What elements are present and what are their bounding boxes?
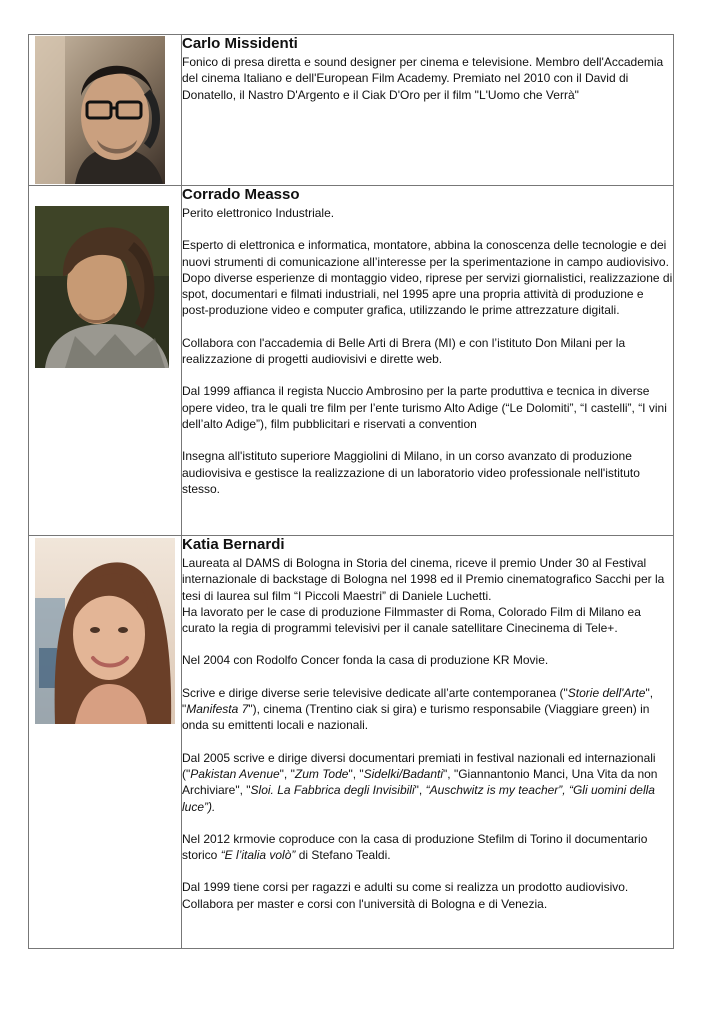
bio-paragraph: Ha lavorato per le case di produzione Filmmaster di Roma, Colorado Film di Milano ea curato la regia di programmi televisivi per il canale satellitare Cinecinema di Tele+. xyxy=(182,604,641,636)
bio-paragraph xyxy=(182,750,673,815)
portrait-photo-bernardi xyxy=(35,538,175,724)
bio-table xyxy=(28,34,674,949)
bio-row-bernardi xyxy=(29,536,674,949)
bio-paragraph: Laureata al DAMS di Bologna in Storia del cinema, riceve il premio Under 30 al Festival internazionale di backstage di Bologna nel 1998 ed il Premio cinematografico Sacchi per la tesi di laurea sul film “I Piccoli Maestri” di Daniele Luchetti. xyxy=(182,556,665,603)
photo-cell xyxy=(29,536,182,949)
text-segment: ", " xyxy=(348,766,364,781)
bio-paragraph xyxy=(182,831,673,864)
portrait-photo-measso xyxy=(35,206,169,368)
bio-text-cell xyxy=(182,536,674,949)
bio-row-measso xyxy=(29,186,674,536)
bio-row-missidenti xyxy=(29,35,674,186)
photo-cell xyxy=(29,186,182,536)
text-segment: ", " xyxy=(279,766,295,781)
italic-title: Manifesta 7 xyxy=(186,702,249,717)
text-segment: di Stefano Tealdi. xyxy=(295,848,391,863)
italic-title: “E l’italia volò” xyxy=(220,848,296,863)
bio-paragraph: Perito elettronico Industriale. xyxy=(182,206,335,220)
person-name: Corrado Measso xyxy=(182,186,300,203)
text-segment: Nel 2012 krmovie coproduce con la casa di produzione Stefilm di Torino il documentario storico xyxy=(182,831,648,863)
portrait-photo-missidenti xyxy=(35,36,165,184)
bio-text-cell xyxy=(182,186,674,536)
bio-paragraph: Insegna all'istituto superiore Maggiolini di Milano, in un corso avanzato di produzione audiovisiva e gestisce la realizzazione di un laboratorio video professionale nell'istituto stesso. xyxy=(182,449,640,496)
bio-paragraph xyxy=(182,685,673,734)
bio-paragraph: Dal 1999 tiene corsi per ragazzi e adulti su come si realizza un prodotto audiovisivo. Collabora per master e corsi con l'università di Bologna e di Venezia. xyxy=(182,880,629,911)
bio-paragraph: Nel 2004 con Rodolfo Concer fonda la casa di produzione KR Movie. xyxy=(182,653,549,668)
bio-paragraph: Fonico di presa diretta e sound designer per cinema e televisione. Membro dell'Accademia del cinema Italiano e dell'European Film Academy. Premiato nel 2010 con il David di Donatello, il Nastro D'Argento e il Ciak D'Oro per il film "L'Uomo che Verrà" xyxy=(182,55,664,102)
text-segment: Scrive e dirige diverse serie televisive dedicate all’arte contemporanea (" xyxy=(182,685,568,700)
text-segment: ", "Giannantonio Manci, Una Vita da non Archiviare", " xyxy=(182,766,658,798)
text-segment: ", xyxy=(414,783,426,798)
italic-title: Zum Tode xyxy=(294,766,349,781)
italic-title: Pakistan Avenue xyxy=(190,766,280,781)
person-name: Katia Bernardi xyxy=(182,536,285,553)
italic-title: Sloi. La Fabbrica degli Invisibili xyxy=(250,783,415,798)
bio-paragraph: Collabora con l'accademia di Belle Arti di Brera (MI) e con l’istituto Don Milani per la realizzazione di progetti audiovisivi e dirette web. xyxy=(182,335,626,367)
text-segment: "), cinema (Trentino ciak si gira) e turismo responsabile (Viaggiare green) in onda su emittenti locali e nazionali. xyxy=(182,702,650,733)
text-segment: Dal 2005 scrive e dirige diversi documentari premiati in festival nazionali ed internazionali (" xyxy=(182,750,656,781)
italic-title: Sidelki/Badanti xyxy=(363,766,444,781)
italic-title: Storie dell'Arte xyxy=(567,685,646,700)
person-name: Carlo Missidenti xyxy=(182,35,298,52)
photo-cell xyxy=(29,35,182,186)
italic-title: “Auschwitz is my teacher”, “Gli uomini della luce”). xyxy=(182,783,655,814)
text-segment: ", " xyxy=(182,685,654,717)
bio-paragraph: Esperto di elettronica e informatica, montatore, abbina la conoscenza delle tecnologie e dei nuovi strumenti di comunicazione all’interesse per la sperimentazione in campo audiovisivo. Dopo diverse esperienze di montaggio video, riprese per servizi giornalistici, realizzazione di spot, documentari e filmati industriali, nel 1995 apre una propria attività di produzione e post-produzione video e computer grafica, utilizzando le prime attrezzature digitali. xyxy=(182,238,673,318)
bio-paragraph: Dal 1999 affianca il regista Nuccio Ambrosino per la parte produttiva e tecnica in diverse opere video, tra le quali tre film per l’ente turismo Alto Adige (“Le Dolomiti”, “I castelli”, “I vini dell’alto Adige”), film pubblicitari e riservati a convention xyxy=(182,384,667,431)
bio-text-cell xyxy=(182,35,674,186)
